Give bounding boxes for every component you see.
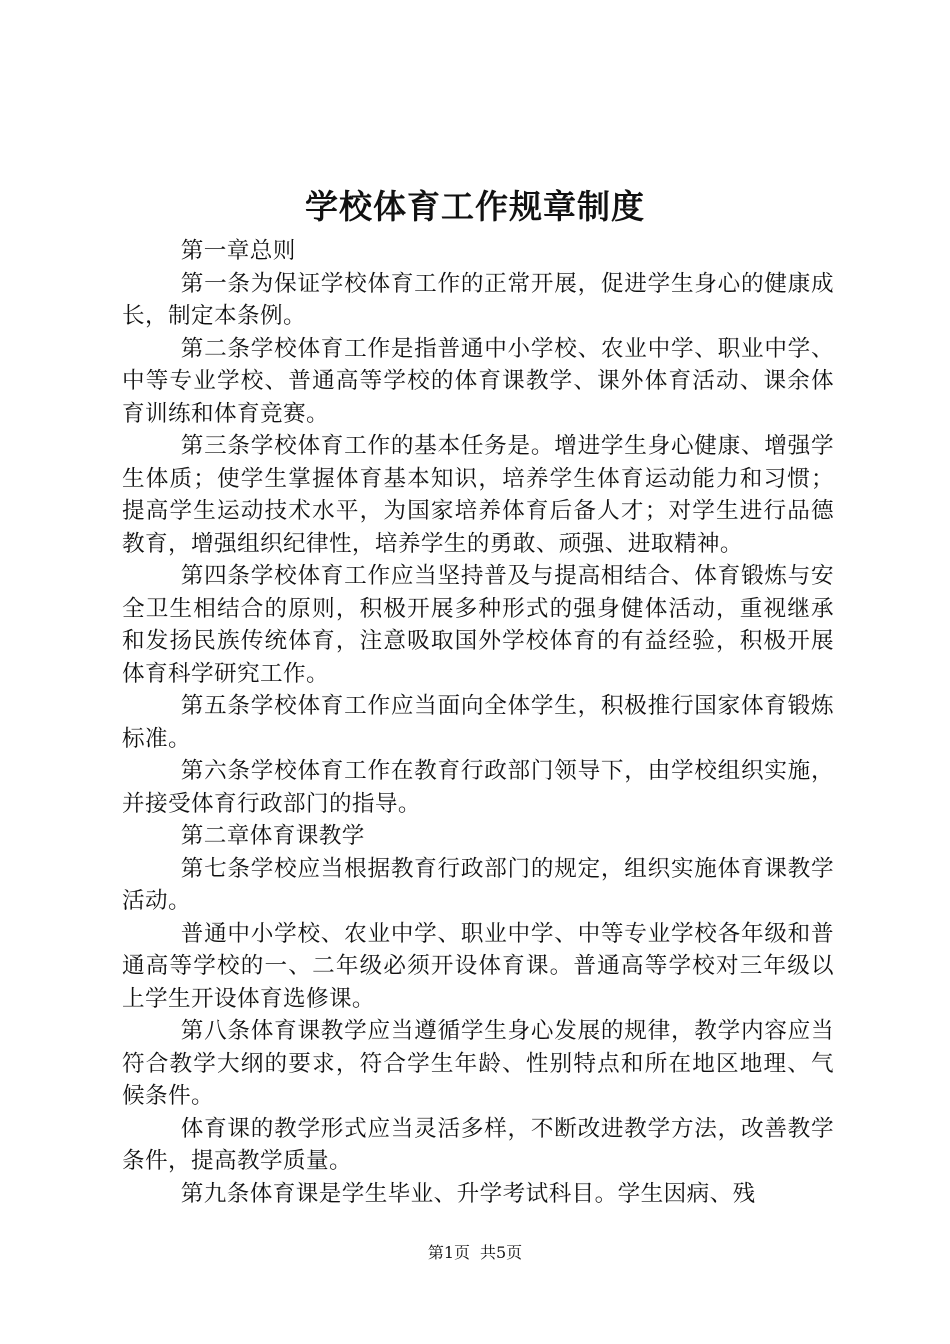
article-paragraph: 体育课的教学形式应当灵活多样，不断改进教学方法，改善教学条件，提高教学质量。 — [122, 1115, 834, 1174]
page-number: 第1页 — [427, 1243, 470, 1262]
page-total: 共5页 — [480, 1243, 523, 1262]
article-paragraph: 第二条学校体育工作是指普通中小学校、农业中学、职业中学、中等专业学校、普通高等学校的体育课教学、课外体育活动、课余体育训练和体育竞赛。 — [122, 335, 834, 427]
article-paragraph: 第一条为保证学校体育工作的正常开展，促进学生身心的健康成长，制定本条例。 — [122, 270, 834, 329]
article-paragraph: 第六条学校体育工作在教育行政部门领导下，由学校组织实施，并接受体育行政部门的指导。 — [122, 758, 834, 817]
article-paragraph: 第五条学校体育工作应当面向全体学生，积极推行国家体育锻炼标准。 — [122, 693, 834, 752]
article-paragraph: 第八条体育课教学应当遵循学生身心发展的规律，教学内容应当符合教学大纲的要求，符合学生年龄、性别特点和所在地区地理、气候条件。 — [122, 1018, 834, 1109]
article-paragraph: 第九条体育课是学生毕业、升学考试科目。学生因病、残 — [180, 1180, 756, 1207]
document-body — [122, 235, 834, 1210]
article-paragraph: 普通中小学校、农业中学、职业中学、中等专业学校各年级和普通高等学校的一、二年级必须开设体育课。普通高等学校对三年级以上学生开设体育选修课。 — [122, 920, 834, 1012]
chapter-heading: 第二章体育课教学 — [180, 823, 365, 849]
article-paragraph: 第七条学校应当根据教育行政部门的规定，组织实施体育课教学活动。 — [122, 855, 834, 914]
chapter-heading: 第一章总则 — [180, 238, 296, 264]
article-paragraph: 第四条学校体育工作应当坚持普及与提高相结合、体育锻炼与安全卫生相结合的原则，积极开展多种形式的强身健体活动，重视继承和发扬民族传统体育，注意吸取国外学校体育的有益经验，积极开展体育科学研究工作。 — [122, 563, 834, 687]
document-title: 学校体育工作规章制度 — [305, 187, 645, 226]
article-paragraph: 第三条学校体育工作的基本任务是。增进学生身心健康、增强学生体质；使学生掌握体育基本知识，培养学生体育运动能力和习惯；提高学生运动技术水平，为国家培养体育后备人才；对学生进行品德教育，增强组织纪律性，培养学生的勇敢、顽强、进取精神。 — [122, 433, 834, 557]
page-footer — [0, 1242, 950, 1264]
